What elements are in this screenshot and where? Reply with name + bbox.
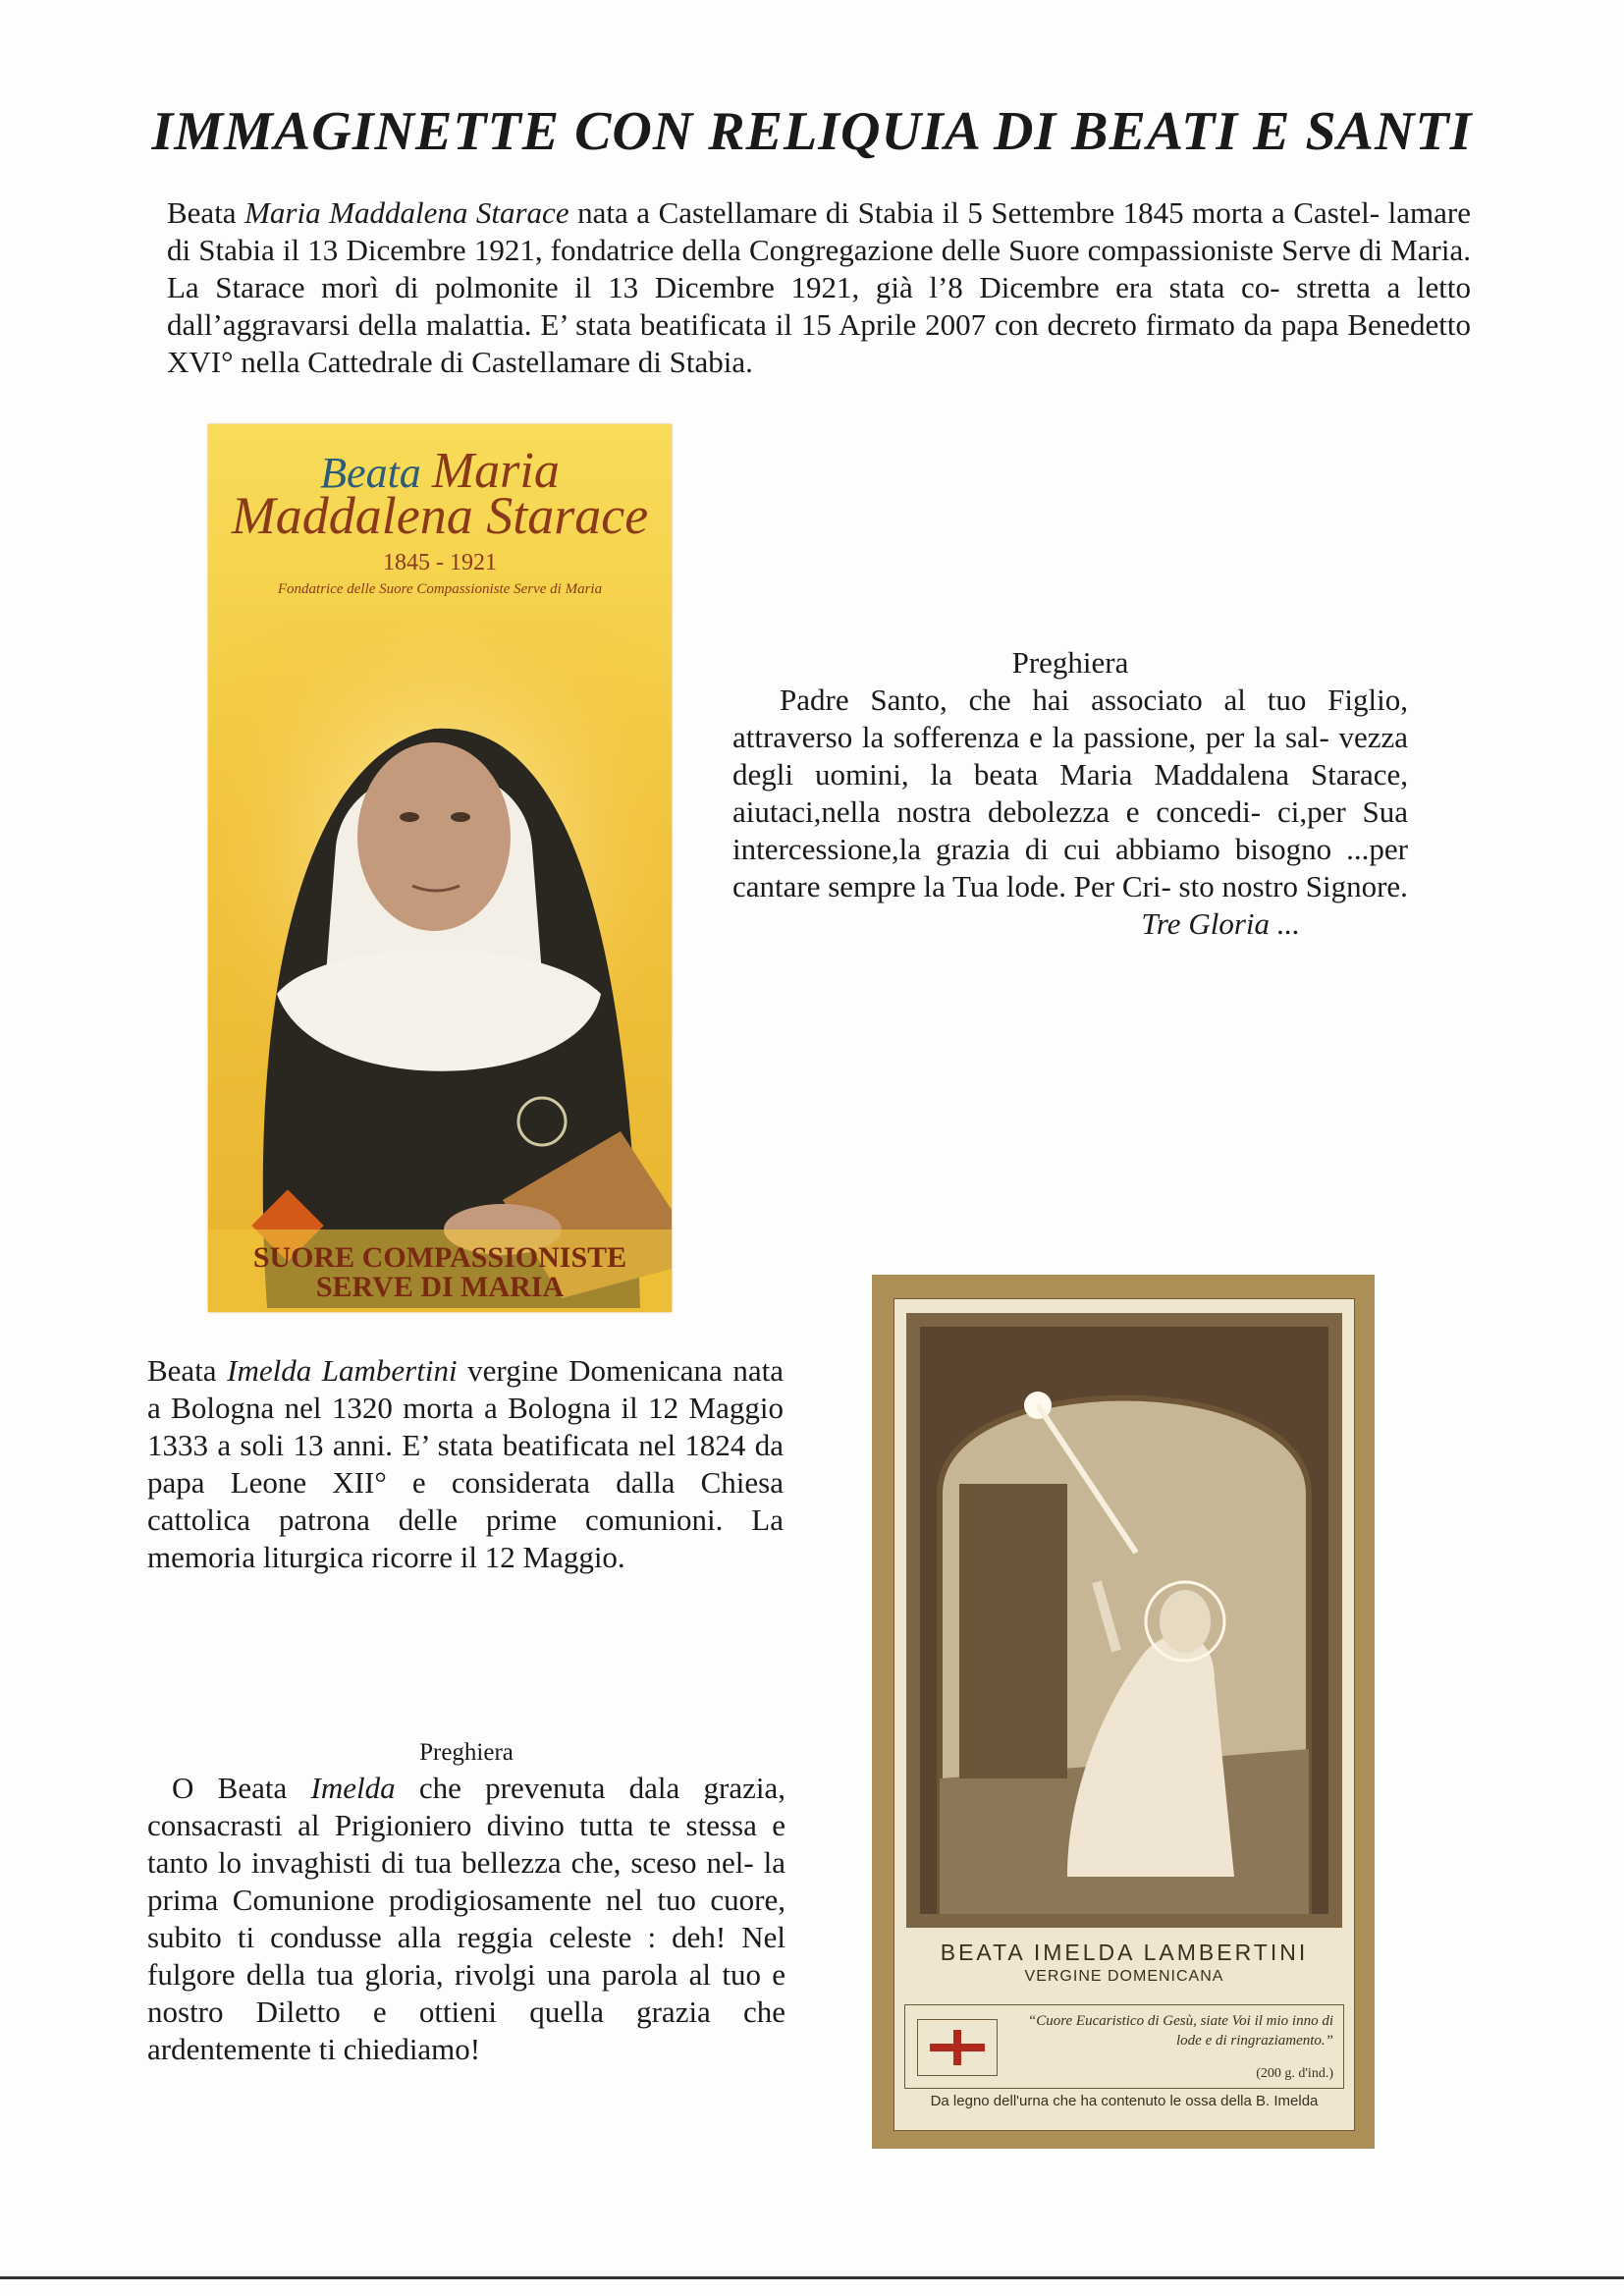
intro-text: nata a Castellamare di Stabia il 5 Settembre 1845 morta a Castel- lamare di Stabia il 13 Dicembre 1921, fondatrice della Congregazione delle Suore compassioniste Serve di Maria. La Starace morì di polmonite il 13 Dicembre 1921, già l’8 Dicembre era stata co- stretta a letto dall’aggravarsi della malattia. E’ stata beatificata il 15 Aprile 2007 con decreto firmato da papa Benedetto XVI° nella Cattedrale di Castellamare di Stabia. [167,195,1471,379]
imelda-name: Imelda Lambertini [227,1353,458,1388]
prayer2-lead: O Beata [172,1771,311,1805]
card2-caption [894,1940,1354,1986]
prayer-imelda [147,1736,785,2068]
card2-quote: “Cuore Eucaristico di Gesù, siate Voi il mio inno di lode e di ringraziamento.” [1027,2013,1333,2049]
prayer-ending: Tre Gloria ... [1141,906,1300,941]
imelda-scene [920,1327,1328,1914]
card2-subtitle: VERGINE DOMENICANA [1024,1968,1224,1985]
card-founder-text: Fondatrice delle Suore Compassioniste Serve di Maria [277,581,603,597]
bottom-rule [0,2276,1624,2279]
prayer-heading: Preghiera [1011,645,1129,680]
page-title: IMMAGINETTE CON RELIQUIA DI BEATI E SANTI [151,101,1473,162]
relic-icon [917,2019,998,2076]
card-dates: 1845 - 1921 [383,550,497,575]
holy-card-starace [208,424,672,1312]
card2-inner [893,1298,1355,2131]
card2-footer: Da legno dell'urna che ha contenuto le ossa della B. Imelda [930,2093,1319,2109]
imelda-lead: Beata [147,1353,228,1388]
intro-paragraph [167,194,1471,381]
prayer2-heading: Preghiera [419,1739,514,1766]
card2-name: BEATA IMELDA LAMBERTINI [940,1940,1309,1965]
card-maria-word: Maria [431,443,560,499]
imelda-illustration [906,1313,1342,1928]
prayer2-body [147,1770,785,2068]
holy-card-imelda [872,1275,1375,2149]
card2-relic-box [904,2004,1344,2089]
card2-indulgence: (200 g. d'ind.) [1256,2066,1333,2081]
intro-lead: Beata [167,195,245,230]
imelda-text: vergine Domenicana nata a Bologna nel 1320 morta a Bologna il 12 Maggio 1333 a soli 13 anni. E’ stata beatificata nel 1824 da papa Leone XII° e considerata dalla Chiesa cattolica patrona delle prime comunioni. La memoria liturgica ricorre il 12 Maggio. [147,1353,784,1574]
intro-name: Maria Maddalena Starace [244,195,569,230]
prayer-starace [732,644,1408,943]
card-congregation-line2: SERVE DI MARIA [315,1271,565,1303]
prayer-text: Padre Santo, che hai associato al tuo Figlio, attraverso la sofferenza e la passione, per la sal- vezza degli uomini, la beata Maria Maddalena Starace, aiutaci,nella nostra debolezza e concedi- ci,per Sua intercessione,la grazia di cui abbiamo bisogno ...per cantare sempre la Tua lode. Per Cri- sto nostro Signore. [732,683,1408,903]
card-congregation-line1: SUORE COMPASSIONISTE [252,1241,627,1274]
imelda-paragraph [147,1352,784,1576]
prayer2-text: che prevenuta dala grazia, consacrasti al Prigioniero divino tutta te stessa e tanto lo invaghisti di tua bellezza che, sceso nel- la prima Comunione prodigiosamente nel tuo cuore, subito ti condusse alla reggia celeste : deh! Nel fulgore della tua gloria, rivolgi una parola al tuo e nostro Diletto e ottieni quella grazia che ardentemente ti chiediamo! [147,1771,785,2066]
prayer2-name: Imelda [310,1771,396,1805]
card-beata-word: Beata [320,449,421,497]
card-saint-name: Maddalena Starace [231,486,649,545]
